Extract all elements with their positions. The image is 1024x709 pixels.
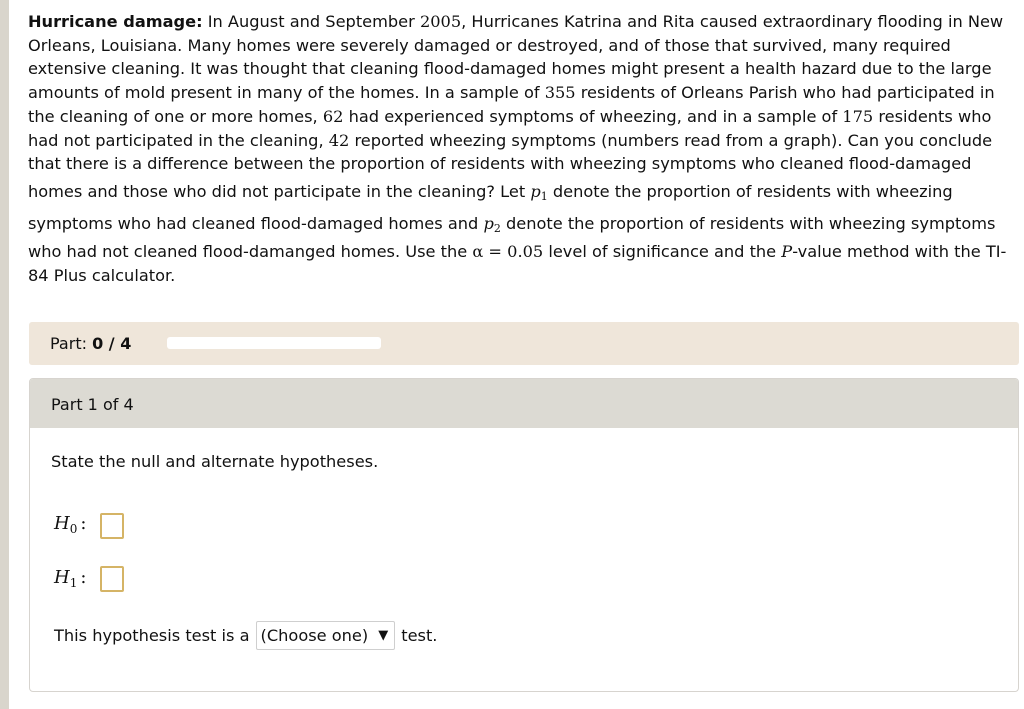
p1-subscript: 1 bbox=[540, 189, 548, 203]
problem-text: , Hurricanes Katrina and Rita caused extraordinary flooding in New Orleans, Louisiana. Many homes were severely damaged or destroyed, and of those that survived, many required extensive cleaning. It was thought that cleaning flood-damaged homes might present a health hazard due to the large amounts of mold present in many of the homes. In a sample of bbox=[28, 12, 1004, 103]
p1-variable: p bbox=[530, 181, 541, 201]
h0-subscript: 0 bbox=[69, 522, 78, 536]
alpha-value: α = 0.05 bbox=[472, 241, 544, 261]
problem-text: denote the proportion of residents with wheezing symptoms who had not cleaned flood-damanged homes. Use the bbox=[28, 213, 996, 261]
h1-subscript: 1 bbox=[69, 576, 78, 590]
h0-variable: H bbox=[54, 513, 70, 534]
test-type-dropdown[interactable] bbox=[256, 621, 396, 650]
part-title: Part 1 of 4 bbox=[51, 395, 134, 414]
null-hypothesis-input[interactable] bbox=[100, 513, 124, 539]
part-header bbox=[30, 379, 1018, 428]
sample-size-2: 175 bbox=[842, 106, 874, 126]
alternate-hypothesis-label bbox=[54, 567, 86, 590]
p-value-variable: P bbox=[781, 241, 793, 261]
progress-label bbox=[50, 334, 131, 353]
alternate-hypothesis-input[interactable] bbox=[100, 566, 124, 592]
progress-label-text: Part: bbox=[50, 334, 87, 353]
test-prefix: This hypothesis test is a bbox=[54, 626, 250, 645]
progress-bar bbox=[167, 337, 381, 349]
problem-text: reported wheezing symptoms (numbers read from a graph). Can you conclude that there is a difference between the proportion of residents with wheezing symptoms who cleaned flood-damaged homes and those who did not participate in the cleaning? Let bbox=[28, 130, 993, 201]
p2-variable: p bbox=[483, 213, 494, 233]
h1-variable: H bbox=[54, 567, 70, 588]
p2-subscript: 2 bbox=[493, 221, 501, 235]
problem-text: In August and September bbox=[202, 12, 420, 31]
problem-text: denote the proportion of residents with wheezing symptoms who had cleaned flood-damaged homes and bbox=[28, 181, 953, 233]
h0-colon: : bbox=[80, 513, 87, 534]
problem-text: level of significance and the bbox=[543, 241, 782, 261]
problem-lead: Hurricane damage: bbox=[28, 12, 203, 31]
left-edge-bar bbox=[0, 0, 9, 709]
problem-text: residents of Orleans Parish who had participated in the cleaning of one or more homes, bbox=[28, 83, 995, 126]
progress-banner bbox=[29, 322, 1019, 365]
count-1: 62 bbox=[322, 106, 344, 126]
problem-text: residents who had not participated in the cleaning, bbox=[28, 106, 992, 150]
h1-colon: : bbox=[80, 567, 87, 588]
part-prompt: State the null and alternate hypotheses. bbox=[51, 452, 379, 471]
dropdown-arrow-icon: ▼ bbox=[378, 628, 389, 643]
problem-statement bbox=[28, 10, 1018, 287]
null-hypothesis-label bbox=[54, 513, 86, 536]
sample-size-1: 355 bbox=[544, 83, 576, 103]
progress-value: 0 / 4 bbox=[92, 334, 132, 353]
problem-text: had experienced symptoms of wheezing, and in a sample of bbox=[343, 106, 843, 126]
dropdown-value: (Choose one) bbox=[260, 626, 369, 645]
problem-text: -value method with the TI-84 Plus calculator. bbox=[28, 241, 1007, 285]
year-value: 2005 bbox=[419, 12, 462, 31]
count-2: 42 bbox=[328, 130, 350, 150]
part-card bbox=[29, 378, 1019, 692]
test-suffix: test. bbox=[401, 626, 438, 645]
test-type-line bbox=[54, 621, 437, 650]
